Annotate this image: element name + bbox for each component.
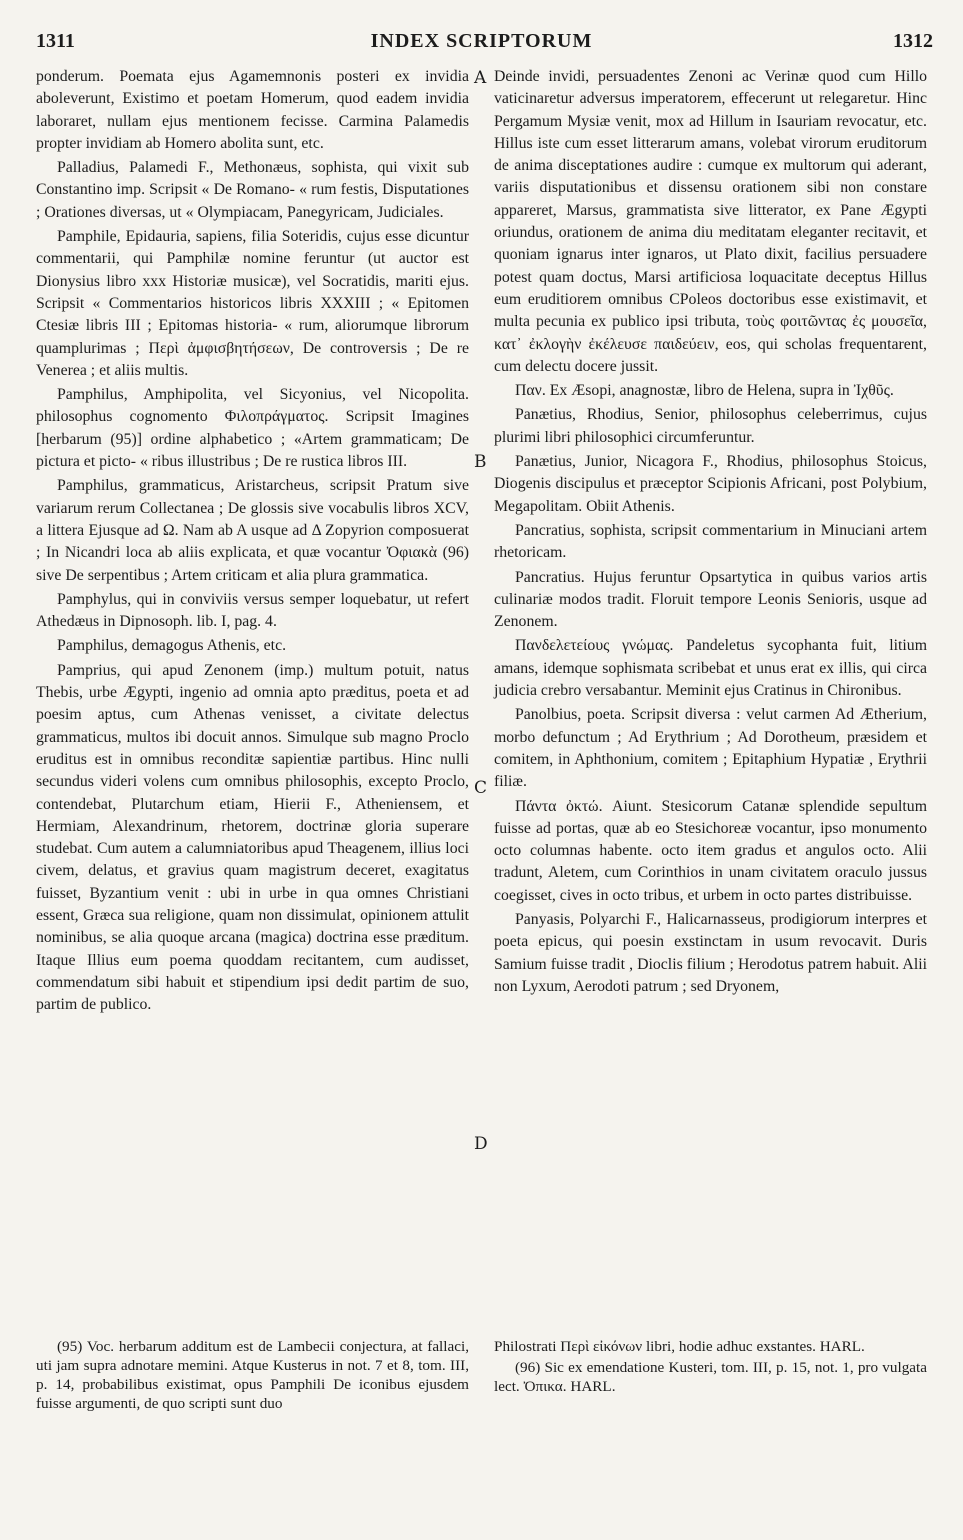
page-header: [30, 30, 933, 60]
footnotes-right: [494, 1337, 927, 1398]
entry-paragraph: Panætius, Junior, Nicagora F., Rhodius, philosophus Stoicus, Diogenis discipulus et præceptor Scipionis Africani, post Polybium, Megapolitam. Obiit Athenis.: [494, 453, 927, 515]
entry-paragraph: Pamphilus, Amphipolita, vel Sicyonius, vel Nicopolita. philosophus cognomento Φιλοπράγματος. Scripsit Imagines [herbarum (95)] ordine alphabetico ; «Artem grammaticam; De pictura et picto- « ribus illustribus ; De re rustica libros III.: [36, 386, 469, 471]
entry-paragraph: Panolbius, poeta. Scripsit diversa : velut carmen Ad Ætherium, morbo defunctum ; Ad Erythrium ; Ad Dorotheum, præsidem et comitem, in Aphthonium, comitem ; Epitaphium Hypatiæ , Erythrii filiæ.: [494, 706, 927, 791]
entry-paragraph: Pamphilus, grammaticus, Aristarcheus, scripsit Pratum sive variarum rerum Collectanea ; De glossis sive vocabulis libros XCV, a littera Ejusque ad Ω. Nam ab A usque ad Δ Zopyrion composuerat ; In Nicandri loca ab aliis explicata, et quæ vocantur Ὀφιακὰ (96) sive De serpentibus ; Artem criticam et alia plura grammatica.: [36, 477, 469, 584]
entry-paragraph: Πανδελετείους γνώμας. Pandeletus sycophanta fuit, litium amans, idemque sophismata scribebat et unus erat ex illis, qui circa judicia crebro versabantur. Meminit ejus Cratinus in Chironibus.: [494, 637, 927, 700]
footnote: Philostrati Περὶ εἰκόνων libri, hodie adhuc exstantes. HARL.: [494, 1338, 865, 1355]
entry-paragraph: Pancratius, sophista, scripsit commentarium in Minuciani artem rhetoricam.: [494, 521, 927, 562]
running-title: INDEX SCRIPTORUM: [370, 30, 593, 52]
entry-paragraph: Panyasis, Polyarchi F., Halicarnasseus, prodigiorum interpres et poeta epicus, qui poesin exstinctam in usum revocavit. Duris Samium fuisse tradit , Dioclis filium ; Herodotus patrem habuit. Alii non Lyxum, Aerodoti patrum ; sed Dryonem,: [494, 910, 927, 995]
margin-marker-c: C: [474, 778, 488, 798]
margin-marker-d: D: [474, 1134, 488, 1154]
margin-marker-a: A: [474, 68, 487, 88]
entry-paragraph: Pamprius, qui apud Zenonem (imp.) multum potuit, natus Thebis, urbe Ægypti, ingenio ad omnia apto præditus, poeta et ad poesim aptus, cum Athenas venisset, a civitate delectus grammaticus, multos ibi docuit annos. Simulque sub magno Proclo eruditus est in omnibus reconditæ sapientiæ partibus. Hinc nulli secundus videri volens cum omnibus philosophis, excepto Proclo, contendebat, Plutarchum etiam, Hierii F., Atheniensem, et Hermiam, Alexandrinum, rhetorem, doctrinæ gloria superare studebat. Cum autem a calumniatoribus apud Theagenem, illius loci civem, delatus, et gravius quam magistrum deceret, exagitatus fuisset, Byzantium venit : ubi in urbe in qua omnes Christiani essent, Græca sua religione, quam non dissimulat, opinionem attulit nominibus, se alia quoque arcana (magica) doctrina esse præditum. Itaque Illius eum poema quoddam recitantem, cum audisset, commendatum sibi habuit et stipendium ipsi dedit partim de suo, partim de publico.: [36, 661, 469, 1014]
entry-paragraph: Πάντα ὀκτώ. Aiunt. Stesicorum Catanæ splendide sepultum fuisse ad portas, quæ ab eo Stesichoreæ vocantur, ipso monumento octo columnas habente. octo item gradus et angulos octo. Alii tradunt, Aletem, cum Corinthios in unam civitatem oraculo jussus coegisset, cives in octo tribus, et urbem in octo partes distribuisse.: [494, 797, 927, 904]
entry-paragraph: Pamphilus, demagogus Athenis, etc.: [57, 637, 287, 655]
entry-paragraph: Palladius, Palamedi F., Methonæus, sophista, qui vixit sub Constantino imp. Scripsit « De Romano- « rum festis, Disputationes ; Orationes diversas, ut « Olympiacam, Panegyricam, Judiciales.: [36, 159, 469, 221]
left-column: [36, 66, 469, 1018]
right-column: [494, 66, 927, 1000]
entry-paragraph: Παν. Ex Æsopi, anagnostæ, libro de Helena, supra in Ἰχθῦς.: [515, 382, 894, 400]
entry-paragraph: Deinde invidi, persuadentes Zenoni ac Verinæ quod cum Hillo vaticinaretur adversus imperatorem, effecerunt ut relegaretur. Hinc Pergamum Mysiæ venit, mox ad Hillum in Isauriam revocatur, etc. Hillus iste cum esset litterarum amans, volebat virorum eruditorum de anima disceptationes audire : cumque ex multorum qui aderant, variis disputationibus et dissensu orationem sibi non constare appareret, Marsus, grammatista sive litterator, ex Pane Ægypti oriundus, orationem de anima diu meditatam eleganter recitavit, et quoniam ignarus inter ignaros, ut Plato dixit, facilius persuadere potest quam doctus, Marsi artificiosa loquacitate deceptus Hillus eum eruditiorem omnibus CPoleos doctoribus esse existimavit, et multa pecunia ex publico ipsi tributa, τοὺς φοιτῶντας ἐς μουσεῖα, κατ᾽ ἐκλογὴν ἐκέλευσε παιδεύειν, eos, qui scholas frequentarent, cum delectu docere jussit.: [494, 68, 927, 375]
entry-paragraph: ponderum. Poemata ejus Agamemnonis posteri ex invidia aboleverunt, Existimo et poetam Homerum, quod eadem invidia laboraret, nullam ejus mentionem fecisse. Carmina Palamedis propter invidiam ab Homero abolita sunt, etc.: [36, 68, 469, 152]
entry-paragraph: Panætius, Rhodius, Senior, philosophus celeberrimus, cujus plurimi libri philosophici circumferuntur.: [494, 406, 927, 446]
footnote: (95) Voc. herbarum additum est de Lambecii conjectura, at fallaci, uti jam supra adnotare memini. Atque Kusterus in not. 7 et 8, tom. III, p. 14, probabilibus existimat, opus Pamphili De iconibus ejusdem fuisse argumenti, de quo scripti sunt duo: [36, 1338, 469, 1412]
entry-paragraph: Pancratius. Hujus feruntur Opsartytica in quibus varios artis culinariæ modos tradit. Floruit tempore Leonis Senioris, usque ad Zenonem.: [494, 568, 927, 631]
entry-paragraph: Pamphile, Epidauria, sapiens, filia Soteridis, cujus esse dicuntur commentarii, qui Pamphilæ nomine feruntur (ut auctor est Dionysius libro xxx Historiæ musicæ), vel Socratidis, mariti ejus. Scripsit « Commentarios historicos libris XXXIII ; « Epitomen Ctesiæ libris III ; Epitomas historia- « rum, aliorumque librorum quamplurimas ; Περὶ ἀμφισβητήσεων, De controversis ; De re Venerea ; et aliis multis.: [36, 228, 469, 379]
footnote: (96) Sic ex emendatione Kusteri, tom. III, p. 15, not. 1, pro vulgata lect. Ὀπικα. HARL.: [494, 1359, 927, 1395]
right-page-number: 1312: [893, 30, 933, 52]
entry-paragraph: Pamphylus, qui in conviviis versus semper loquebatur, ut refert Athedæus in Dipnosoph. lib. I, pag. 4.: [36, 590, 469, 631]
margin-marker-b: B: [474, 452, 487, 472]
left-page-number: 1311: [36, 30, 75, 52]
footnotes-left: [36, 1337, 469, 1415]
